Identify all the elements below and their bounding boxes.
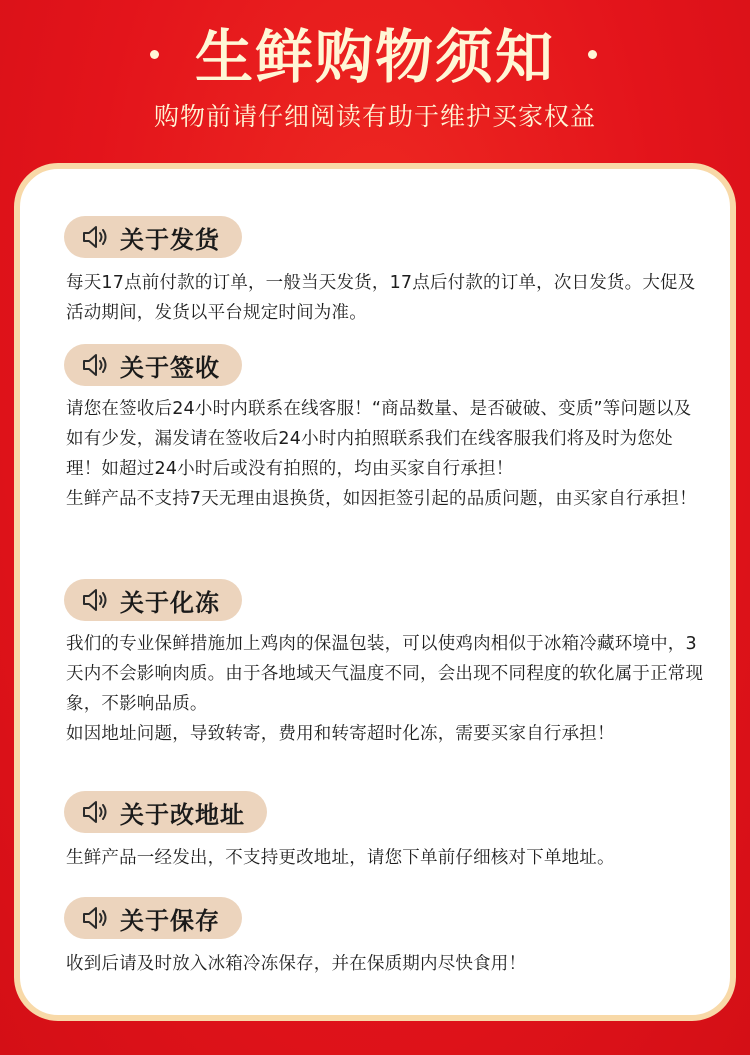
section-heading: 关于化冻 [120, 588, 220, 617]
section-body [66, 629, 706, 749]
section-body [66, 394, 706, 514]
section-body [66, 949, 706, 979]
section-body [66, 268, 706, 328]
page-subtitle: 购物前请仔细阅读有助于维护买家权益 [153, 102, 596, 131]
section-paragraph: 生鲜产品不支持7天无理由退换货，如因拒签引起的品质问题，由买家自行承担！ [66, 489, 697, 509]
section-body [66, 843, 706, 873]
section-heading-pill [64, 897, 242, 939]
section-heading-pill [64, 579, 242, 621]
speaker-icon [80, 223, 112, 251]
section-heading: 关于签收 [120, 353, 220, 382]
title-dot-right [588, 50, 597, 59]
section-heading: 关于发货 [120, 225, 220, 254]
header [0, 0, 750, 165]
section-paragraph: 每天17点前付款的订单，一般当天发货，17点后付款的订单，次日发货。大促及活动期间，发货以平台规定时间为准。 [66, 273, 696, 323]
section-heading: 关于改地址 [120, 800, 245, 829]
speaker-icon [80, 586, 112, 614]
section-paragraph: 生鲜产品一经发出，不支持更改地址，请您下单前仔细核对下单地址。 [66, 848, 615, 868]
section-heading-pill [64, 791, 267, 833]
section-heading-pill [64, 216, 242, 258]
speaker-icon [80, 798, 112, 826]
section-paragraph: 如因地址问题，导致转寄，费用和转寄超时化冻，需要买家自行承担！ [66, 724, 615, 744]
page-title: 生鲜购物须知 [194, 23, 555, 91]
section-paragraph: 请您在签收后24小时内联系在线客服！“商品数量、是否破破、变质”等问题以及如有少发，漏发请在签收后24小时内拍照联系我们在线客服我们将及时为您处理！如超过24小时后或没有拍照的，均由买家自行承担！ [66, 399, 692, 479]
speaker-icon [80, 904, 112, 932]
section-heading-pill [64, 344, 242, 386]
notice-card [14, 163, 736, 1021]
speaker-icon [80, 351, 112, 379]
section-heading: 关于保存 [120, 906, 220, 935]
section-paragraph: 收到后请及时放入冰箱冷冻保存，并在保质期内尽快食用！ [66, 954, 527, 974]
section-paragraph: 我们的专业保鲜措施加上鸡肉的保温包装，可以使鸡肉相似于冰箱冷藏环境中，3天内不会影响肉质。由于各地域天气温度不同，会出现不同程度的软化属于正常现象，不影响品质。 [66, 634, 704, 714]
